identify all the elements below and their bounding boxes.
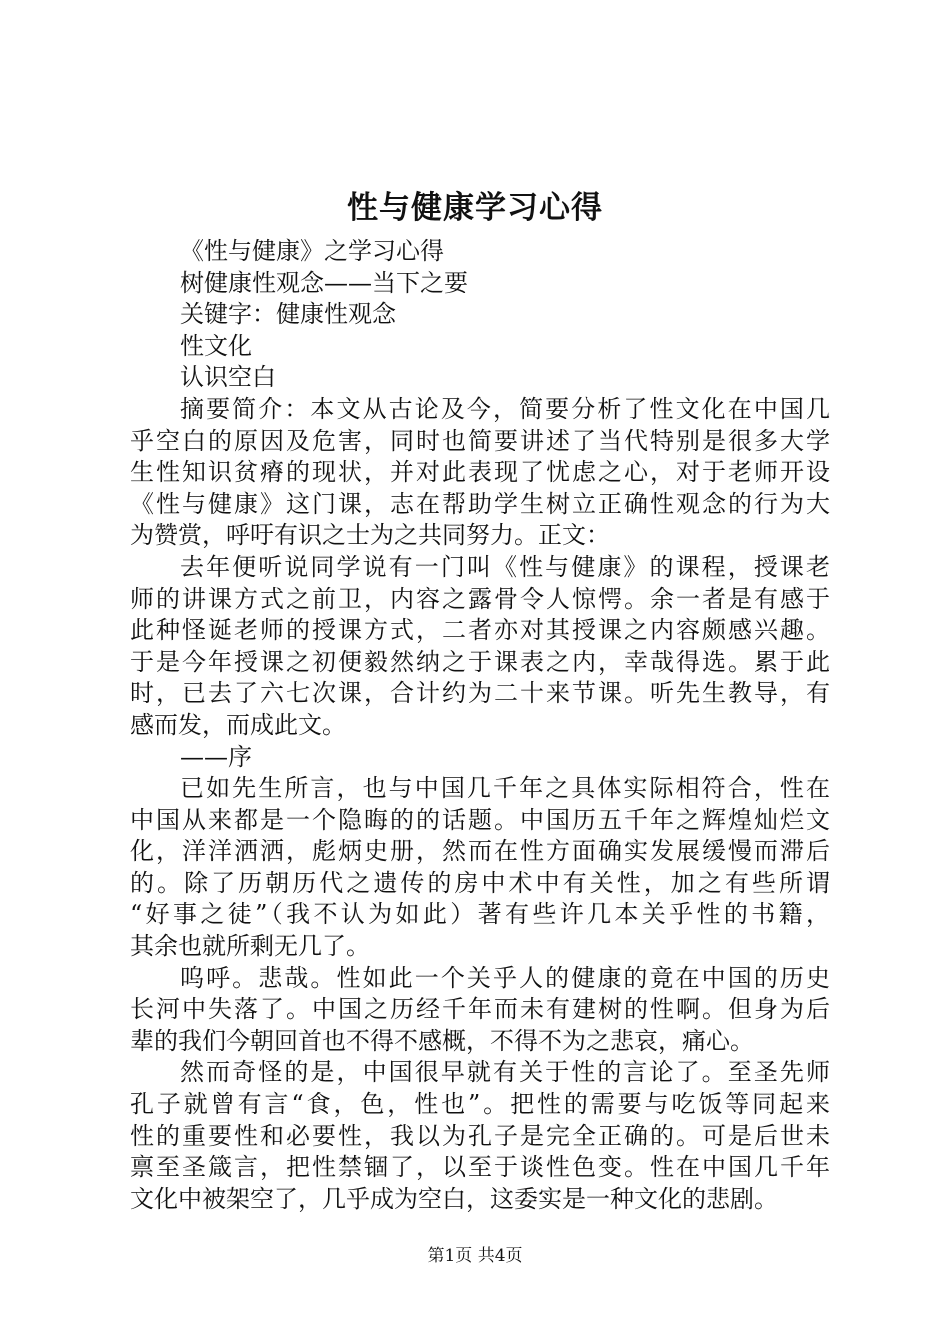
paragraph-line: 辈的我们今朝回首也不得不感概，不得不为之悲哀，痛心。 <box>130 1026 754 1055</box>
paragraph-line: 性的重要性和必要性，我以为孔子是完全正确的。可是后世未 <box>130 1121 830 1150</box>
abstract-line: 《性与健康》这门课，志在帮助学生树立正确性观念的行为大 <box>130 489 830 518</box>
subtitle-line: 《性与健康》之学习心得 <box>180 237 444 265</box>
paragraph-line: 中国从来都是一个隐晦的的话题。中国历五千年之辉煌灿烂文 <box>130 805 830 834</box>
abstract-line: 生性知识贫瘠的现状，并对此表现了忧虑之心，对于老师开设 <box>130 458 830 487</box>
paragraph-line: 其余也就所剩无几了。 <box>130 932 370 961</box>
subtitle-line: 树健康性观念——当下之要 <box>180 268 468 297</box>
keywords-line: 认识空白 <box>180 363 276 392</box>
paragraph-line: 已如先生所言，也与中国几千年之具体实际相符合，性在 <box>180 774 830 803</box>
abstract-line: 乎空白的原因及危害，同时也简要讲述了当代特别是很多大学 <box>130 426 830 455</box>
paragraph-line: 此种怪诞老师的授课方式，二者亦对其授课之内容颇感兴趣。 <box>130 616 830 645</box>
paragraph-line: “好事之徒”（我不认为如此）著有些许几本关乎性的书籍， <box>130 900 830 929</box>
paragraph-line: 化，洋洋洒洒，彪炳史册，然而在性方面确实发展缓慢而滞后 <box>130 837 830 866</box>
keywords-line: 性文化 <box>180 331 252 360</box>
document-title: 性与健康学习心得 <box>347 190 603 226</box>
preface-mark: ——序 <box>180 742 252 771</box>
paragraph-line: 禀至圣箴言，把性禁锢了，以至于谈性色变。性在中国几千年 <box>130 1153 830 1182</box>
paragraph-line: 呜呼。悲哉。性如此一个关乎人的健康的竟在中国的历史 <box>180 963 830 992</box>
paragraph-line: 文化中被架空了，几乎成为空白，这委实是一种文化的悲剧。 <box>130 1184 778 1213</box>
page-number: 第1页 共4页 <box>427 1246 523 1266</box>
abstract-line: 摘要简介：本文从古论及今，简要分析了性文化在中国几 <box>180 394 830 423</box>
paragraph-line: 然而奇怪的是，中国很早就有关于性的言论了。至圣先师 <box>180 1058 830 1087</box>
paragraph-line: 感而发，而成此文。 <box>130 710 346 739</box>
paragraph-line: 于是今年授课之初便毅然纳之于课表之内，幸哉得选。累于此 <box>130 647 830 676</box>
paragraph-line: 的。除了历朝历代之遗传的房中术中有关性，加之有些所谓 <box>130 868 830 897</box>
abstract-line: 为赞赏，呼吁有识之士为之共同努力。正文： <box>130 521 610 550</box>
paragraph-line: 长河中失落了。中国之历经千年而未有建树的性啊。但身为后 <box>130 995 830 1024</box>
keywords-line: 关键字：健康性观念 <box>180 300 396 329</box>
document-body <box>130 236 830 1215</box>
paragraph-line: 时，已去了六七次课，合计约为二十来节课。听先生教导，有 <box>130 679 830 708</box>
paragraph-line: 去年便听说同学说有一门叫《性与健康》的课程，授课老 <box>180 552 830 581</box>
paragraph-line: 孔子就曾有言“食，色，性也”。把性的需要与吃饭等同起来 <box>130 1090 830 1119</box>
paragraph-line: 师的讲课方式之前卫，内容之露骨令人惊愕。余一者是有感于 <box>130 584 830 613</box>
